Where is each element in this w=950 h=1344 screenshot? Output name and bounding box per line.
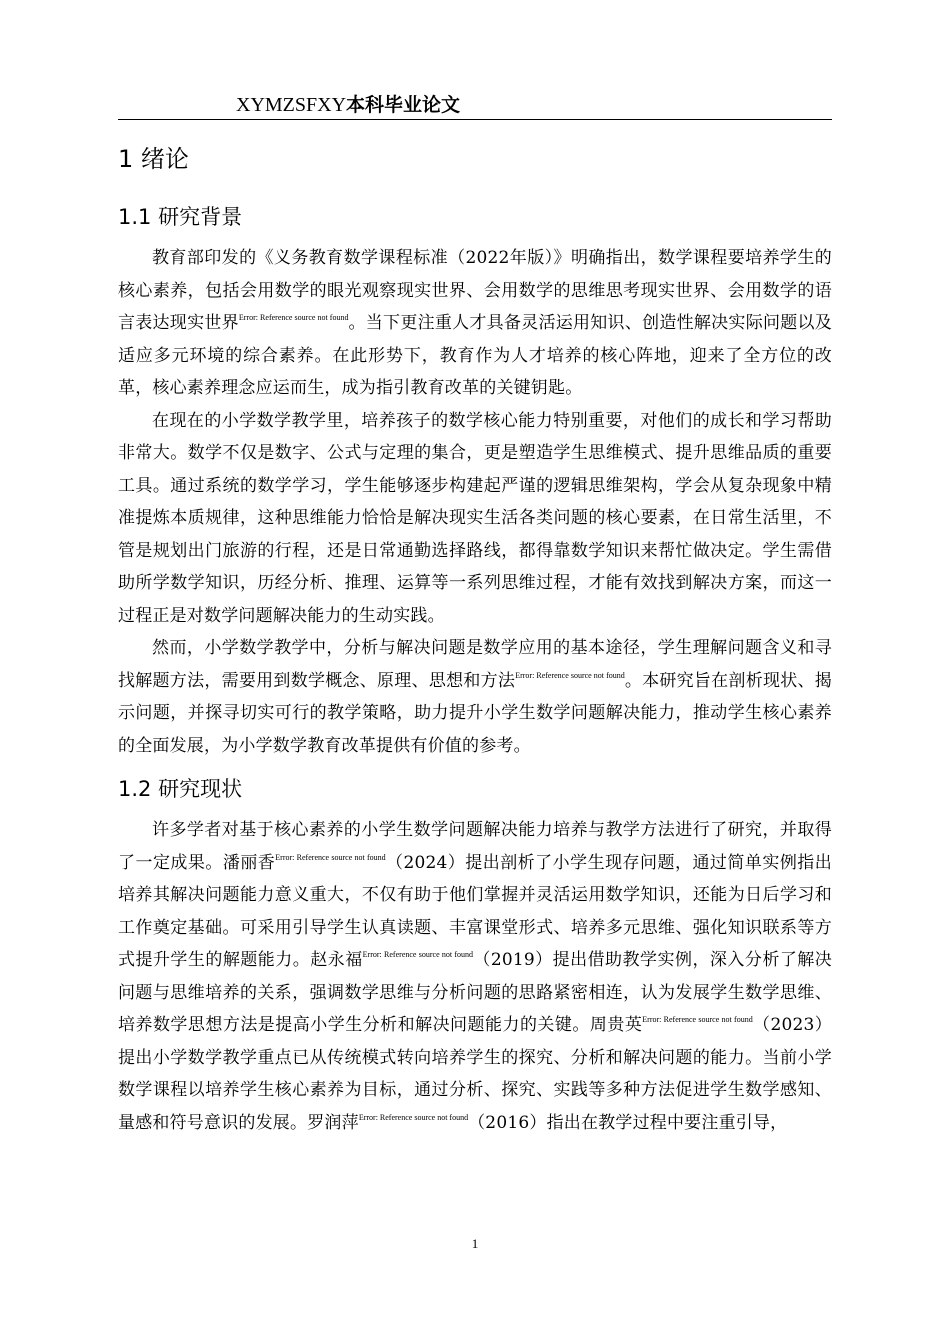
running-header xyxy=(118,92,832,120)
paragraph-background-3: 然而，小学数学教学中，分析与解决问题是数学应用的基本途径，学生理解问题含义和寻找解题方法，需要用到数学概念、原理、思想和方法$^{Error: Reference source not found}$。本研究旨在剖析现状、揭示问题，并探寻切实可行的教学策略，助力提升小学生数学问题解决能力，推动学生核心素养的全面发展，为小学数学教育改革提供有价值的参考。 xyxy=(118,638,832,756)
section-title-status: 1.2 研究现状 xyxy=(118,777,243,801)
paragraph-status-1: 许多学者对基于核心素养的小学生数学问题解决能力培养与教学方法进行了研究，并取得了一定成果。潘丽香$^{Error: Reference source not found}$（2024）提出剖析了小学生现存问题，通过简单实例指出培养其解决问题能力意义重大，不仅有助于他们掌握并灵活运用数学知识，还能为日后学习和工作奠定基础。可采用引导学生认真读题、丰富课堂形式、培养多元思维、强化知识联系等方式提升学生的解题能力。赵永福$^{Error: Reference source not found}$（2019）提出借助教学实例，深入分析了解决问题与思维培养的关系，强调数学思维与分析问题的思路紧密相连，认为发展学生数学思维、培养数学思想方法是提高小学生分析和解决问题能力的关键。周贵英$^{Error: Reference source not found}$（2023）提出小学数学教学重点已从传统模式转向培养学生的探究、分析和解决问题的能力。当前小学数学课程以培养学生核心素养为目标，通过分析、探究、实践等多种方法促进学生数学感知、量感和符号意识的发展。罗润萍$^{Error: Reference source not found}$（2016）指出在教学过程中要注重引导， xyxy=(118,820,832,1133)
citation-error: Error: Reference source not found xyxy=(358,1112,469,1122)
paragraph-background-1: 教育部印发的《义务教育数学课程标准（2022年版）》明确指出，数学课程要培养学生的核心素养，包括会用数学的眼光观察现实世界、会用数学的思维思考现实世界、会用数学的语言表达现实世界$^{Error: Reference source not found}$。当下更注重人才具备灵活运用知识、创造性解决实际问题以及适应多元环境的综合素养。在此形势下，教育作为人才培养的核心阵地，迎来了全方位的改革，核心素养理念应运而生，成为指引教育改革的关键钥匙。 xyxy=(118,248,832,398)
chapter-title: 1 绪论 xyxy=(118,145,189,173)
paragraph-background-2: 在现在的小学数学教学里，培养孩子的数学核心能力特别重要，对他们的成长和学习帮助非常大。数学不仅是数字、公式与定理的集合，更是塑造学生思维模式、提升思维品质的重要工具。通过系统的数学学习，学生能够逐步构建起严谨的逻辑思维架构，学会从复杂现象中精准提炼本质规律，这种思维能力恰恰是解决现实生活各类问题的核心要素，在日常生活里，不管是规划出门旅游的行程，还是日常通勤选择路线，都得靠数学知识来帮忙做决定。学生需借助所学数学知识，历经分析、推理、运算等一系列思维过程，才能有效找到解决方案，而这一过程正是对数学问题解决能力的生动实践。 xyxy=(118,410,832,626)
header-latin: XYMZSFXY xyxy=(236,94,347,116)
body-content xyxy=(118,130,832,1139)
citation-error: Error: Reference source not found xyxy=(275,852,386,862)
page-number: 1 xyxy=(471,1236,479,1251)
citation-error: Error: Reference source not found xyxy=(642,1015,753,1024)
section-title-background: 1.1 研究背景 xyxy=(118,205,243,229)
citation-error: Error: Reference source not found xyxy=(362,950,474,959)
citation-error: Error: Reference source not found xyxy=(515,670,625,680)
header-title xyxy=(236,92,460,118)
citation-error: Error: Reference source not found xyxy=(238,313,349,322)
header-cn: 本科毕业论文 xyxy=(346,94,461,116)
